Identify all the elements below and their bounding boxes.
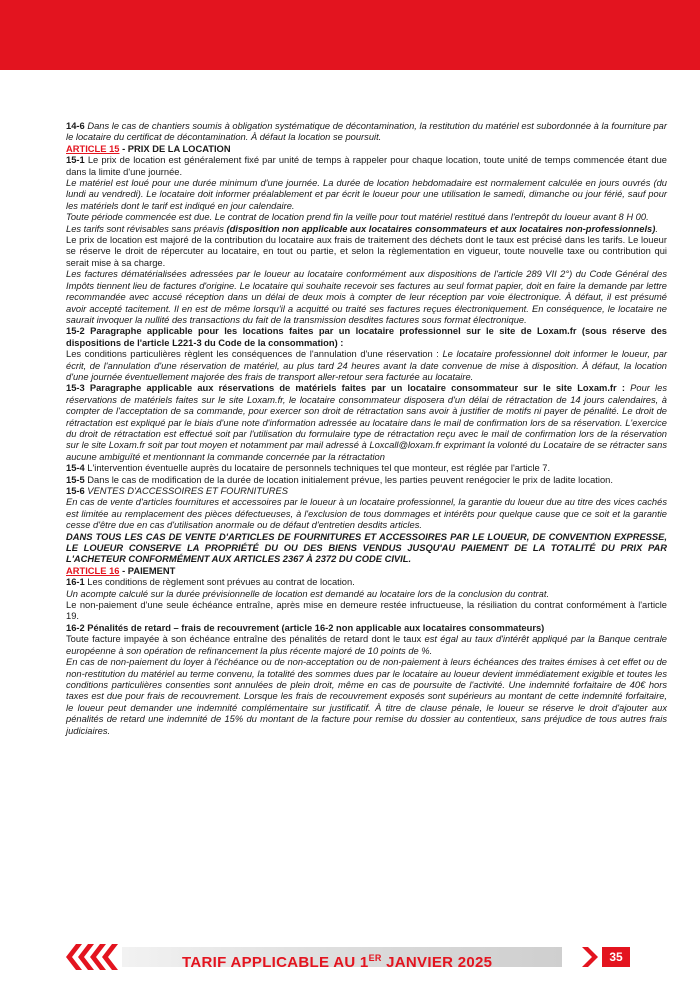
clause-number: 15-6 bbox=[66, 486, 85, 496]
clause-text: Dans le cas de modification de la durée de location initialement prévue, les parties peuvent renégocier le prix de ladite location. bbox=[84, 474, 613, 485]
clause-text-italic: est égal au taux d'intérêt appliqué par la Banque centrale européenne à son opération de refinancement la plus récente majoré de 10 points de %. bbox=[66, 634, 668, 656]
paragraph-16-2-heading: 16-2 Pénalités de retard – frais de recouvrement (article 16-2 non applicable aux locataires consommateurs) bbox=[66, 622, 545, 633]
clause-text-italic: Le locataire professionnel doit informer le loueur, par écrit, de l'annulation d'une réservation de matériel, au plus tard 24 heures avant la date convenue de mise à disposition. À défaut, la location d'une journée éventuellement majorée des frais de transport aller-retour sera facturée au locataire. bbox=[66, 349, 667, 382]
article-16-link[interactable]: ARTICLE 16 bbox=[66, 565, 120, 576]
paragraph-16-2-recovery: En cas de non-paiement du loyer à l'échéance ou de non-acceptation ou de non-paiement à leurs échéances des traites émises à cet effet ou de non-restitution du matériel au terme convenu, la totalité des sommes dues par le locataire au loueur devient immédiatement exigible et toutes les conditions particulières consenties sont annulées de plein droit, même en cas de poursuite de l'activité. Une indemnité forfaitaire de 40€ hors taxes est due pour frais de recouvrement. Lorsque les frais de recouvrement exposés sont supérieurs au montant de cette indemnité forfaitaire, le loueur peut demander une indemnité complémentaire sur justificatif. À titre de clause pénale, le loueur se réserve le droit d'ajouter aux pénalités de retard une indemnité de 15% du montant de la facture pour remise du dossier au contentieux, sans préjudice de tous autres frais judiciaires. bbox=[66, 657, 667, 736]
clause-text: Le prix de location est généralement fixé par unité de temps à rappeler pour chaque location, toute unité de temps commencée étant due dans la limite d'une journée. bbox=[66, 155, 667, 177]
article-15-heading bbox=[66, 144, 667, 155]
paragraph-15-1-min-duration: Le matériel est loué pour une durée minimum d'une journée. La durée de location hebdomadaire est normalement calculée en jours ouvrés (du lundi au vendredi). Le locataire doit informer préalablement et par écrit le loueur pour une utilisation le samedi, dimanche ou jour férié, sauf pour les matériels dont le tarif est indiqué en jour calendaire. bbox=[66, 178, 667, 211]
paragraph-15-1 bbox=[66, 155, 667, 178]
clause-text: Les tarifs sont révisables sans préavis bbox=[66, 223, 227, 234]
article-15-title: - PRIX DE LA LOCATION bbox=[119, 143, 231, 154]
paragraph-15-3 bbox=[66, 383, 667, 463]
paragraph-15-2-heading: 15-2 Paragraphe applicable pour les locations faites par un locataire professionnel sur le site de Loxam.fr (sous réserve des dispositions de l'article L221-3 du Code de la consommation) : bbox=[66, 326, 667, 348]
clause-emphasis: (disposition non applicable aux locataires consommateurs et aux locataires non-professionnels) bbox=[226, 223, 656, 234]
clause-text: L'intervention éventuelle auprès du locataire de personnels techniques tel que monteur, est réglée par l'article 7. bbox=[84, 463, 551, 474]
paragraph-15-1-waste: Le prix de location est majoré de la contribution du locataire aux frais de traitement des déchets dont le taux est précisé dans les tarifs. Le loueur se réserve le droit de répercuter au locataire, en tout ou partie, et selon la règlementation en vigueur, toute nouvelle taxe ou contribution qui serait mise à sa charge. bbox=[66, 235, 667, 268]
paragraph-15-6-heading bbox=[66, 486, 667, 497]
paragraph-15-1-invoices: Les factures dématérialisées adressées par le loueur au locataire conformément aux dispositions de l'article 289 VII 2°) du Code Général des Impôts tiennent lieu de factures d'origine. Le locataire qui souhaite recevoir ses factures au seul format papier, doit en faire la demande par lettre recommandée avec accusé réception dans un délai de deux mois à compter de leur réception par voie électronique. À défaut, il est présumé avoir accepté tacitement. Il en est de même lorsqu'il a acquitté ou traité ses factures reçues électroniquement. En conséquence, le locataire ne saurait invoquer la nullité des transactions du fait de la transmission desdites factures sous format électronique. bbox=[66, 269, 667, 325]
clause-text: Les conditions particulières règlent les conséquences de l'annulation d'une réservation : bbox=[66, 349, 443, 360]
chevron-right-icon bbox=[578, 947, 600, 967]
paragraph-15-6: En cas de vente d'articles fournitures et accessoires par le loueur à un locataire professionnel, la garantie du loueur due au titre des vices cachés est limitée au remplacement des pièces défectueuses, à l'exclusion de tous dommages et intérêts pour quelque cause que ce soit et la garantie cesse d'être due en cas d'utilisation anormale ou de défaut d'entretien desdits articles. bbox=[66, 497, 667, 531]
paragraph-16-2-penalties bbox=[66, 634, 667, 657]
chevrons-left-icon bbox=[66, 944, 118, 970]
paragraph-16-1-non-payment: Le non-paiement d'une seule échéance entraîne, après mise en demeure restée infructueuse, la résiliation du contrat conformément à l'article 19. bbox=[66, 600, 667, 622]
clause-text: Toute facture impayée à son échéance entraîne des pénalités de retard dont le taux bbox=[66, 634, 425, 645]
tariff-label bbox=[182, 948, 492, 973]
document-body bbox=[66, 121, 667, 737]
tariff-date: JANVIER 2025 bbox=[381, 954, 493, 971]
paragraph-16-1-deposit: Un acompte calculé sur la durée prévisionnelle de location est demandé au locataire lors de la conclusion du contrat. bbox=[66, 588, 550, 599]
tariff-superscript: ER bbox=[368, 953, 382, 963]
paragraph-16-1 bbox=[66, 577, 667, 588]
page-number: 35 bbox=[602, 947, 630, 967]
paragraph-15-6-reservation-of-title: DANS TOUS LES CAS DE VENTE D'ARTICLES DE FOURNITURES ET ACCESSOIRES PAR LE LOUEUR, DE CONVENTION EXPRESSE, LE LOUEUR CONSERVE LA PROPRIÉTÉ DU OU DES BIENS VENDUS JUSQU'AU PAIEMENT DE LA TOTALITÉ DU PRIX PAR L'ACHETEUR CONFORMÉMENT AUX ARTICLES 2367 À 2372 DU CODE CIVIL. bbox=[66, 531, 667, 565]
tariff-text: TARIF APPLICABLE AU 1 bbox=[182, 954, 369, 971]
clause-text: Les conditions de règlement sont prévues au contrat de location. bbox=[84, 577, 355, 588]
clause-number: 16-1 bbox=[66, 577, 85, 588]
clause-title: VENTES D'ACCESSOIRES ET FOURNITURES bbox=[84, 486, 288, 496]
page-footer bbox=[0, 938, 700, 978]
clause-number: 14-6 bbox=[66, 121, 85, 131]
article-16-heading bbox=[66, 566, 667, 577]
paragraph-15-1-period: Toute période commencée est due. Le contrat de location prend fin la veille pour tout matériel restitué dans l'entrepôt du loueur avant 8 H 00. bbox=[66, 212, 649, 223]
paragraph-14-6 bbox=[66, 121, 667, 144]
paragraph-15-5 bbox=[66, 475, 667, 486]
paragraph-15-2 bbox=[66, 349, 667, 383]
paragraph-15-1-tariffs bbox=[66, 224, 667, 235]
clause-text: . bbox=[655, 223, 658, 234]
paragraph-15-4 bbox=[66, 463, 667, 474]
clause-number: 15-4 bbox=[66, 463, 85, 474]
clause-text-italic: Pour les réservations de matériels faites sur le site Loxam.fr, le locataire consommateur disposera d'un délai de rétractation de 14 jours calendaires, à compter de l'acceptation de sa commande, pour exercer son droit de rétractation sans avoir à justifier de motifs ni payer de pénalité. Le droit de rétractation est expliqué par le biais d'une note d'information adressée au locataire dans le mail de confirmation lors de sa réservation. L'exercice du droit de rétractation est effectué soit par l'utilisation du formulaire type de rétractation reçu avec le mail de confirmation lors de la réservation sur le site Loxam.fr soit par tout moyen et notamment par mail adressé à Loxcall@loxam.fr exprimant la volonté du Locataire de se rétracter sans aucune ambiguïté et mentionnant la commande concernée par la rétractation bbox=[66, 383, 667, 462]
clause-number: 15-5 bbox=[66, 474, 85, 485]
article-16-title: - PAIEMENT bbox=[119, 565, 176, 576]
header-band bbox=[0, 0, 700, 70]
clause-heading: 15-3 Paragraphe applicable aux réservations de matériels faites par un locataire consommateur sur le site Loxam.fr : bbox=[66, 383, 631, 394]
clause-number: 15-1 bbox=[66, 155, 85, 166]
article-15-link[interactable]: ARTICLE 15 bbox=[66, 143, 120, 154]
clause-text: Dans le cas de chantiers soumis à obligation systématique de décontamination, la restitution du matériel est subordonnée à la fourniture par le locataire du certificat de décontamination. À défaut la location se poursuit. bbox=[66, 121, 667, 143]
